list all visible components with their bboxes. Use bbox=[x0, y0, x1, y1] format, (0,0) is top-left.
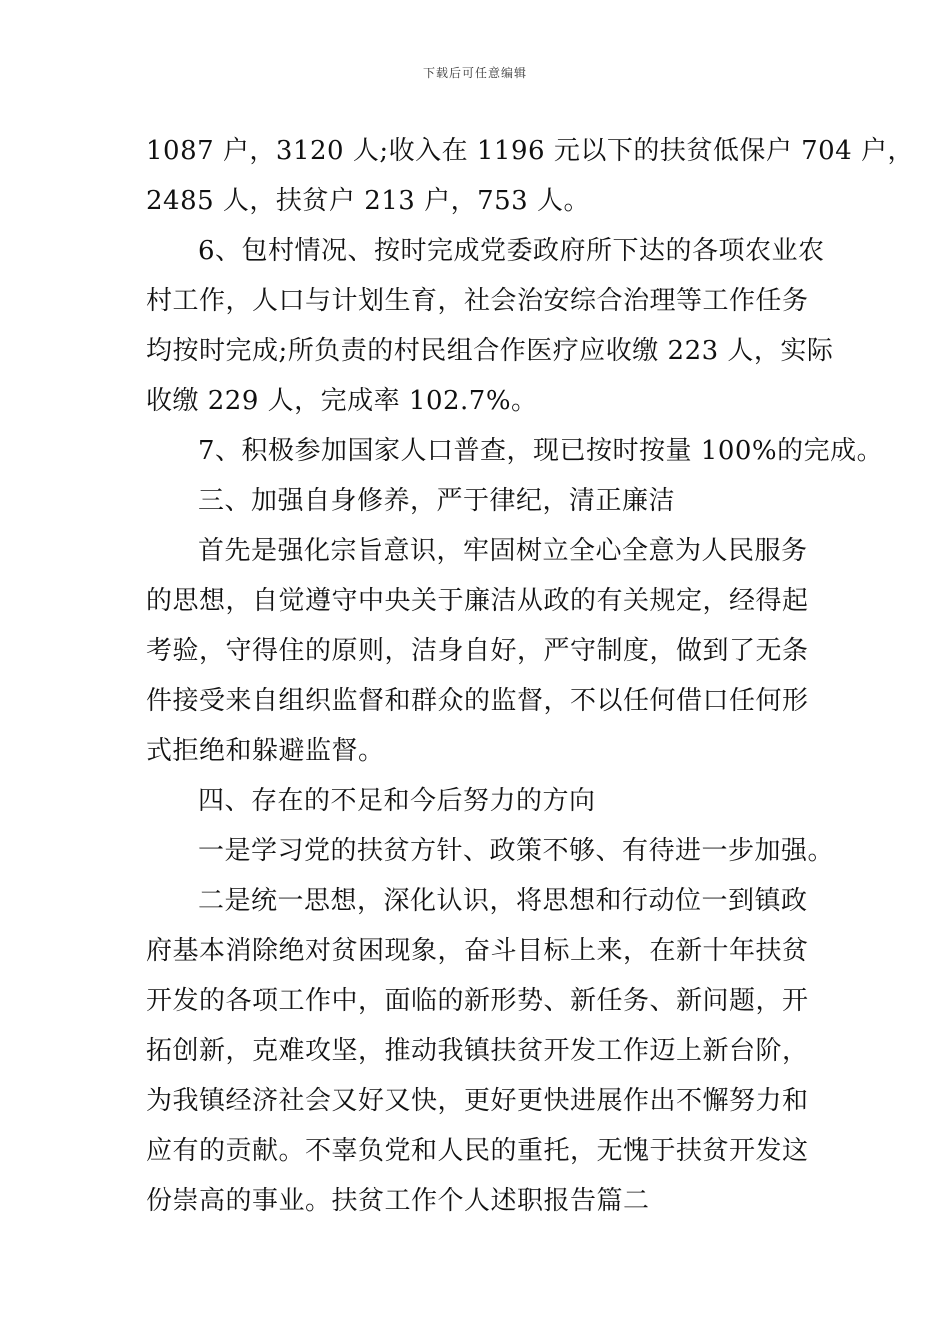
text-line: 二是统一思想，深化认识，将思想和行动位一到镇政 bbox=[198, 886, 808, 916]
text-line: 府基本消除绝对贫困现象，奋斗目标上来，在新十年扶贫 bbox=[146, 936, 809, 966]
text-line: 考验，守得住的原则，洁身自好，严守制度，做到了无条 bbox=[146, 636, 809, 666]
text-line: 2485 人，扶贫户 213 户，753 人。 bbox=[146, 186, 590, 216]
text-line: 为我镇经济社会又好又快，更好更快进展作出不懈努力和 bbox=[146, 1086, 809, 1116]
text-line: 式拒绝和躲避监督。 bbox=[146, 736, 385, 766]
text-line: 应有的贡献。不辜负党和人民的重托，无愧于扶贫开发这 bbox=[146, 1136, 809, 1166]
text-line: 四、存在的不足和今后努力的方向 bbox=[198, 786, 596, 816]
text-line: 1087 户，3120 人;收入在 1196 元以下的扶贫低保户 704 户， bbox=[146, 136, 914, 166]
text-line: 6、包村情况、按时完成党委政府所下达的各项农业农 bbox=[198, 236, 825, 266]
text-line: 村工作，人口与计划生育，社会治安综合治理等工作任务 bbox=[146, 286, 809, 316]
text-line: 件接受来自组织监督和群众的监督，不以任何借口任何形 bbox=[146, 686, 809, 716]
text-line: 均按时完成;所负责的村民组合作医疗应收缴 223 人，实际 bbox=[146, 336, 834, 366]
text-line: 一是学习党的扶贫方针、政策不够、有待进一步加强。 bbox=[198, 836, 835, 866]
text-line: 7、积极参加国家人口普查，现已按时按量 100%的完成。 bbox=[198, 436, 884, 466]
text-line: 三、加强自身修养，严于律纪，清正廉洁 bbox=[198, 486, 676, 516]
page-header-note: 下载后可任意编辑 bbox=[422, 66, 527, 80]
document-body bbox=[146, 126, 914, 1226]
text-line: 首先是强化宗旨意识，牢固树立全心全意为人民服务 bbox=[198, 536, 808, 566]
text-line: 开发的各项工作中，面临的新形势、新任务、新问题，开 bbox=[146, 986, 809, 1016]
text-line: 拓创新，克难攻坚，推动我镇扶贫开发工作迈上新台阶， bbox=[146, 1036, 809, 1066]
text-line: 份崇高的事业。扶贫工作个人述职报告篇二 bbox=[146, 1186, 650, 1216]
text-line: 收缴 229 人，完成率 102.7%。 bbox=[146, 386, 538, 416]
text-line: 的思想，自觉遵守中央关于廉洁从政的有关规定，经得起 bbox=[146, 586, 809, 616]
